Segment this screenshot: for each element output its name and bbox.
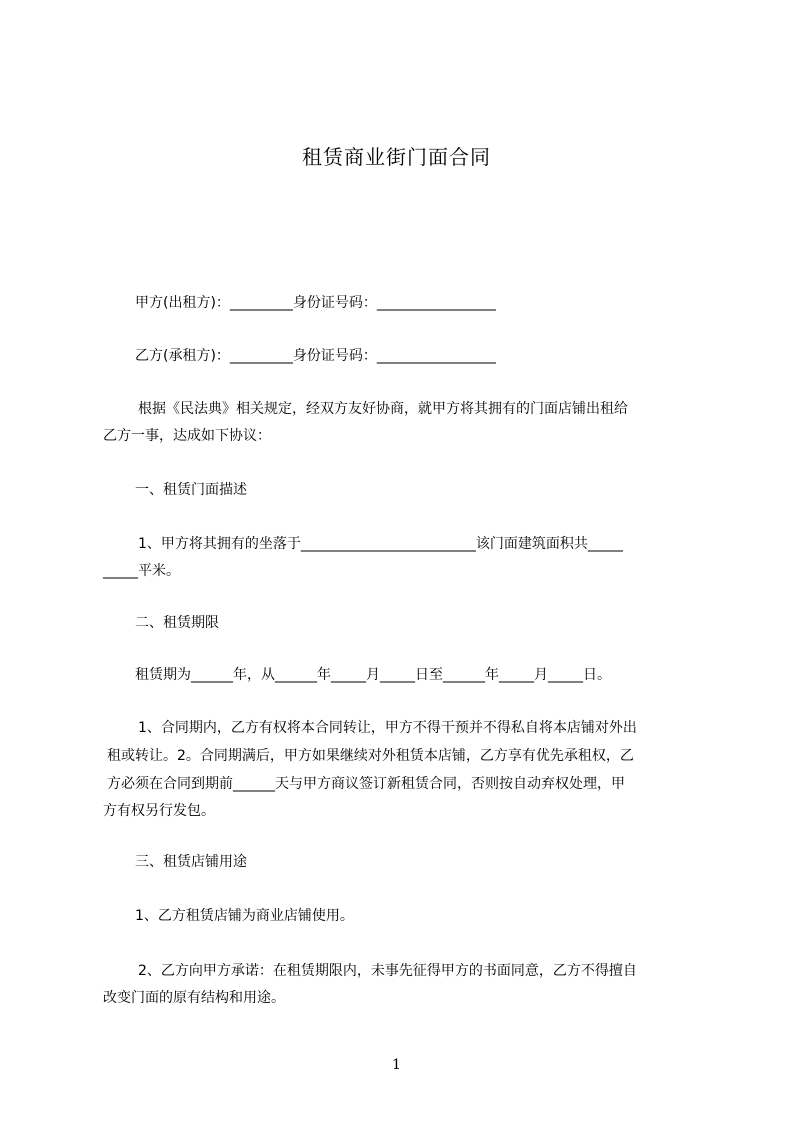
clause-3-1-line: 1、乙方租赁店铺为商业店铺使用。 bbox=[135, 908, 354, 924]
clause-2-1-line-3: 方必须在合同到期前______天与甲方商议签订新租赁合同，否则按自动弃权处理，甲 bbox=[107, 776, 625, 792]
party-a-line: 甲方(出租方)：_________身份证号码：_________________ bbox=[135, 295, 496, 311]
clause-2-1-line-4: 方有权另行发包。 bbox=[103, 803, 215, 819]
clause-2-1-line-1: 1、合同期内，乙方有权将本合同转让，甲方不得干预并不得私自将本店铺对外出 bbox=[138, 720, 637, 736]
clause-3-2-line-1: 2、乙方向甲方承诺：在租赁期限内，未事先征得甲方的书面同意，乙方不得擅自 bbox=[138, 963, 637, 979]
preamble-line-2: 乙方一事，达成如下协议： bbox=[103, 428, 271, 444]
document-title: 租赁商业街门面合同 bbox=[302, 145, 491, 169]
section-heading-2: 二、租赁期限 bbox=[135, 615, 219, 631]
party-b-line: 乙方(承租方)：_________身份证号码：_________________ bbox=[135, 348, 496, 364]
clause-1-1-line-2: _____平米。 bbox=[103, 563, 180, 579]
preamble-line-1: 根据《民法典》相关规定，经双方友好协商，就甲方将其拥有的门面店铺出租给 bbox=[138, 401, 628, 417]
section-heading-3: 三、租赁店铺用途 bbox=[135, 854, 247, 870]
section-heading-1: 一、租赁门面描述 bbox=[135, 482, 247, 498]
clause-2-1-line-2: 租或转让。2。合同期满后，甲方如果继续对外租赁本店铺，乙方享有优先承租权，乙 bbox=[107, 748, 634, 764]
page-number: 1 bbox=[392, 1057, 401, 1073]
clause-3-2-line-2: 改变门面的原有结构和用途。 bbox=[103, 990, 285, 1006]
lease-term-line: 租赁期为______年，从______年_____月_____日至______年_____月_____日。 bbox=[135, 667, 611, 683]
clause-1-1-line-1: 1、甲方将其拥有的坐落于_________________________该门面建筑面积共_____ bbox=[138, 536, 623, 552]
